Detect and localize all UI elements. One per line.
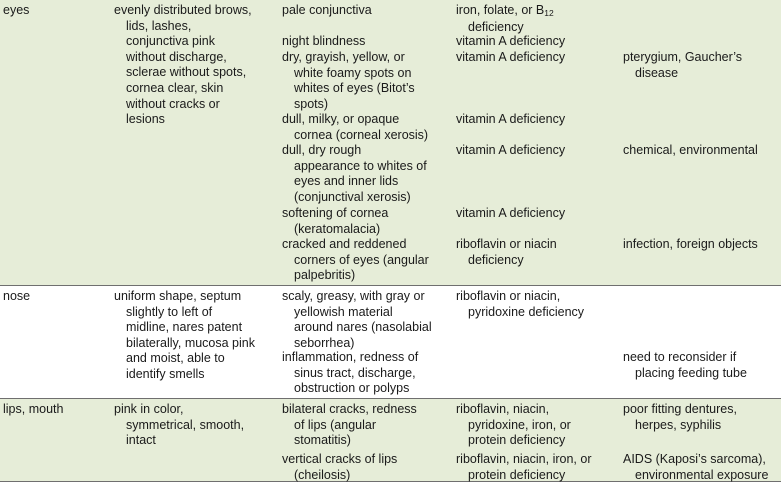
clinical-sign-line: sinus tract, discharge, — [294, 365, 416, 380]
clinical-sign-line: white foamy spots on — [294, 65, 412, 80]
normal-findings-line: slightly to left of — [126, 304, 213, 319]
clinical-sign-line: (conjunctival xerosis) — [294, 189, 411, 204]
clinical-sign — [282, 289, 432, 351]
clinical-sign-line: yellowish material — [294, 304, 393, 319]
nutrient-deficiency — [456, 206, 565, 222]
clinical-sign-line: eyes and inner lids — [294, 174, 399, 189]
normal-findings-line: lids, lashes, — [126, 18, 192, 33]
clinical-sign-line: obstruction or polyps — [294, 381, 410, 396]
other-cause-line: infection, foreign objects — [623, 237, 758, 251]
nutrient-deficiency — [456, 402, 571, 449]
clinical-sign — [282, 50, 415, 112]
clinical-sign-line: inflammation, redness of — [282, 350, 419, 364]
nutrient-deficiency — [456, 452, 591, 482]
normal-findings-line: sclerae without spots, — [126, 65, 247, 80]
nutrient-deficiency-line: vitamin A deficiency — [456, 143, 566, 157]
nutrient-deficiency-line: riboflavin, niacin, iron, or — [456, 452, 592, 466]
clinical-sign-line: dull, milky, or opaque — [282, 112, 400, 126]
clinical-sign-line: softening of cornea — [282, 206, 389, 220]
normal-findings-line: intact — [126, 433, 156, 448]
nutrient-deficiency — [456, 34, 565, 50]
row-divider — [0, 398, 781, 399]
clinical-sign — [282, 350, 418, 397]
normal-findings-line: without cracks or — [126, 96, 220, 111]
normal-findings-line: uniform shape, septum — [114, 289, 242, 303]
clinical-sign-line: stomatitis) — [294, 433, 351, 448]
other-cause-line: chemical, environmental — [623, 143, 758, 157]
normal-findings-line: pink in color, — [114, 402, 184, 416]
normal-findings-line: lesions — [126, 112, 165, 127]
other-cause — [623, 350, 747, 381]
clinical-sign-line: seborrhea) — [294, 335, 355, 350]
clinical-sign-line: pale conjunctiva — [282, 3, 372, 17]
other-cause-line: need to reconsider if — [623, 350, 737, 364]
nutrient-deficiency — [456, 143, 565, 159]
other-cause-line: herpes, syphilis — [635, 417, 722, 432]
normal-findings-line: midline, nares patent — [126, 320, 243, 335]
nutrient-deficiency-line: riboflavin, niacin, — [456, 402, 550, 416]
nutrient-deficiency-line: deficiency — [468, 252, 524, 267]
nutrient-deficiency-line: protein deficiency — [468, 467, 566, 482]
clinical-sign — [282, 112, 428, 143]
clinical-sign-line: cornea (corneal xerosis) — [294, 127, 429, 142]
clinical-sign — [282, 206, 388, 237]
normal-findings-line: conjunctiva pink — [126, 34, 215, 49]
clinical-sign — [282, 3, 372, 19]
row-divider — [0, 285, 781, 286]
organ-label: nose — [3, 289, 31, 303]
normal-findings-line: bilaterally, mucosa pink — [126, 335, 255, 350]
normal-findings — [114, 3, 252, 128]
nutrient-deficiency — [456, 50, 565, 66]
other-cause-line: pterygium, Gaucher’s — [623, 50, 743, 64]
nutrient-deficiency-line: riboflavin or niacin, — [456, 289, 561, 303]
clinical-sign-line: spots) — [294, 96, 329, 111]
clinical-sign — [282, 143, 427, 205]
other-cause — [623, 452, 768, 482]
other-cause — [623, 143, 758, 159]
clinical-sign-line: dry, grayish, yellow, or — [282, 50, 405, 64]
normal-findings-line: evenly distributed brows, — [114, 3, 252, 17]
clinical-sign-line: vertical cracks of lips — [282, 452, 398, 466]
nutrient-deficiency-line: deficiency — [468, 19, 524, 34]
organ-label: lips, mouth — [3, 402, 64, 416]
normal-findings — [114, 289, 255, 383]
nutrient-deficiency — [456, 3, 554, 35]
other-cause-line: disease — [635, 65, 679, 80]
clinical-sign-line: dull, dry rough — [282, 143, 362, 157]
clinical-sign-line: (keratomalacia) — [294, 221, 381, 236]
clinical-sign-line: corners of eyes (angular — [294, 252, 429, 267]
nutrient-deficiency — [456, 289, 584, 320]
nutrient-deficiency-line: protein deficiency — [468, 433, 566, 448]
other-cause — [623, 237, 758, 253]
nutrient-deficiency — [456, 237, 557, 268]
clinical-sign — [282, 452, 397, 482]
clinical-sign-line: around nares (nasolabial — [294, 320, 432, 335]
other-cause-line: AIDS (Kaposi’s sarcoma), — [623, 452, 766, 466]
clinical-sign — [282, 237, 429, 284]
clinical-sign-line: night blindness — [282, 34, 366, 48]
normal-findings-line: and moist, able to — [126, 351, 225, 366]
clinical-sign-line: whites of eyes (Bitot’s — [294, 81, 415, 96]
other-cause-line: environmental exposure — [635, 467, 769, 482]
normal-findings-line: symmetrical, smooth, — [126, 417, 245, 432]
other-cause-line: placing feeding tube — [635, 365, 747, 380]
nutrient-deficiency-line: pyridoxine, iron, or — [468, 417, 571, 432]
clinical-sign-line: (cheilosis) — [294, 467, 351, 482]
organ-label: eyes — [3, 3, 30, 17]
nutrient-deficiency-line: vitamin A deficiency — [456, 34, 566, 48]
nutrient-deficiency-line: vitamin A deficiency — [456, 112, 566, 126]
normal-findings — [114, 402, 244, 449]
other-cause — [623, 50, 742, 81]
normal-findings-line: identify smells — [126, 366, 205, 381]
clinical-sign-line: palpebritis) — [294, 268, 356, 283]
clinical-sign-line: cracked and reddened — [282, 237, 407, 251]
other-cause-line: poor fitting dentures, — [623, 402, 737, 416]
clinical-sign — [282, 402, 417, 449]
normal-findings-line: cornea clear, skin — [126, 80, 224, 95]
nutrient-deficiency-line: vitamin A deficiency — [456, 50, 566, 64]
nutrient-deficiency-line: iron, folate, or B12 — [456, 3, 554, 18]
nutrient-deficiency-line: riboflavin or niacin — [456, 237, 557, 251]
clinical-sign — [282, 34, 365, 50]
clinical-sign-line: bilateral cracks, redness — [282, 402, 417, 416]
clinical-sign-line: scaly, greasy, with gray or — [282, 289, 425, 303]
normal-findings-line: without discharge, — [126, 49, 227, 64]
nutrient-deficiency — [456, 112, 565, 128]
clinical-sign-line: appearance to whites of — [294, 158, 427, 173]
other-cause — [623, 402, 737, 433]
nutrient-deficiency-line: pyridoxine deficiency — [468, 304, 585, 319]
nutrient-deficiency-line: vitamin A deficiency — [456, 206, 566, 220]
clinical-sign-line: of lips (angular — [294, 417, 376, 432]
